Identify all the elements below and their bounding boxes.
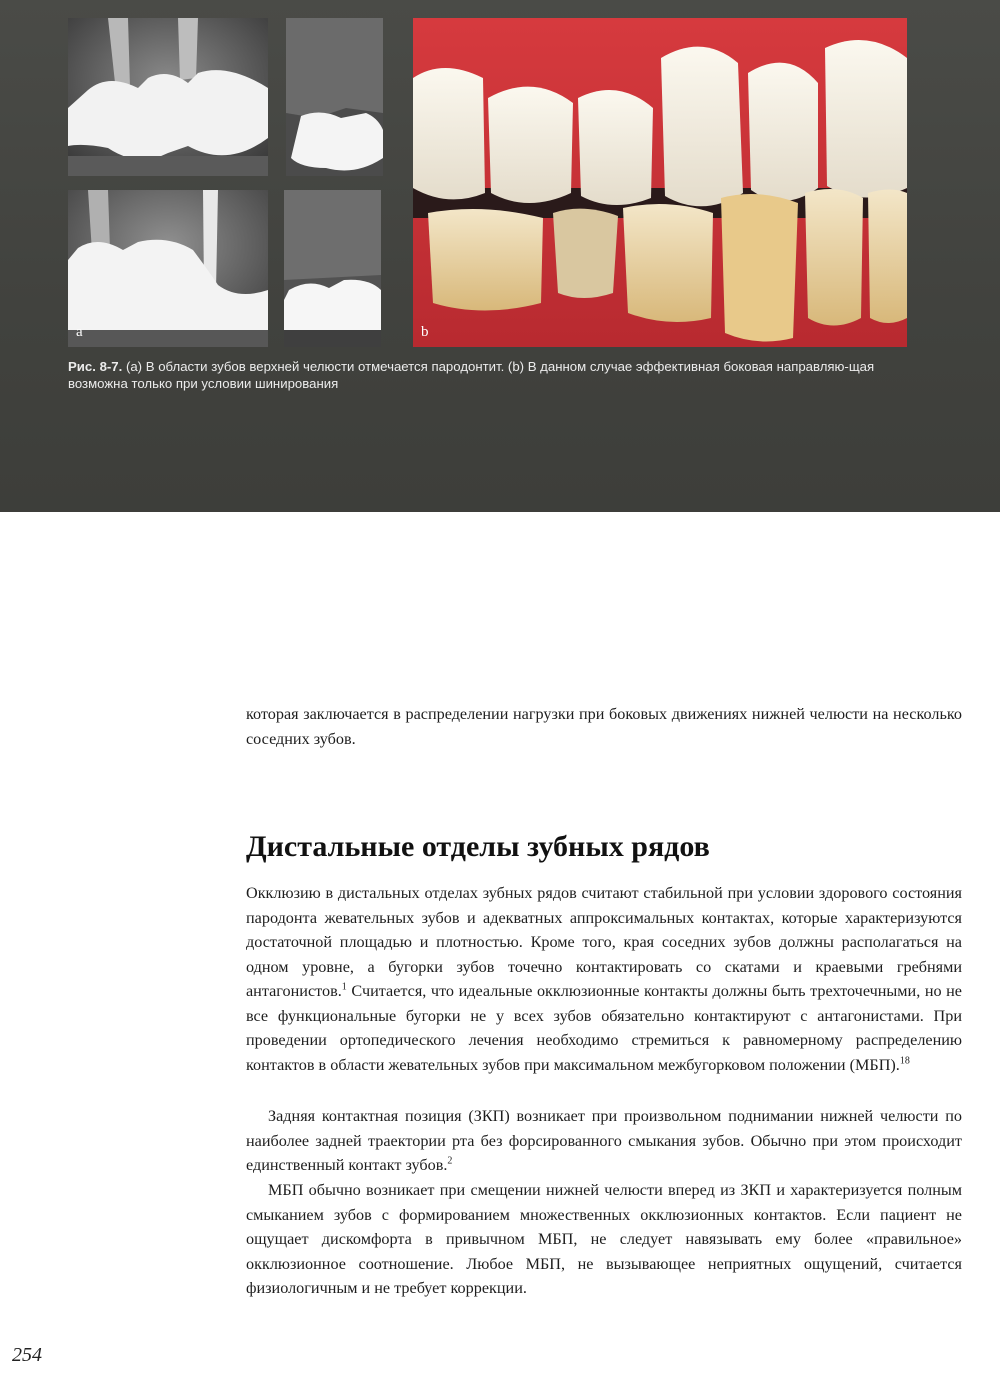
paragraph-1-part1: Окклюзию в дистальных отделах зубных рядов считают стабильной при условии здорового состояния пародонта жевательных зубов и адекватных аппроксимальных контактах, которые характеризуются достаточной площадью и плотностью. Кроме того, края соседних зубов должны располагаться на одном уровне, а бугорки зубов точечно контактировать со скатами и краевыми гребнями антагонистов.	[246, 884, 962, 1000]
paragraph-2	[246, 1104, 962, 1178]
panel-label-b: b	[421, 324, 429, 340]
paragraph-1	[246, 881, 962, 1077]
reference-2: 2	[447, 1155, 453, 1167]
intro-paragraph: которая заключается в распределении нагрузки при боковых движениях нижней челюсти на несколько соседних зубов.	[246, 705, 962, 748]
figure-label: Рис. 8-7.	[68, 359, 123, 374]
page-number: 254	[12, 1344, 42, 1366]
xray-image-1	[68, 18, 268, 176]
paragraph-3: МБП обычно возникает при смещении нижней челюсти вперед из ЗКП и характеризуется полным смыканием зубов с формированием множественных окклюзионных контактов. Если пациент не ощущает дискомфорта в привычном МБП, не следует навязывать ему более «правильное» окклюзионное соотношение. Любое МБП, не вызывающее неприятных ощущений, считается физиологичным и не требует коррекции.	[246, 1181, 962, 1297]
reference-18: 18	[899, 1055, 910, 1067]
figure-caption	[68, 358, 918, 392]
reference-1: 1	[341, 981, 347, 993]
section-heading: Дистальные отделы зубных рядов	[246, 830, 710, 863]
paragraph-1-part2: Считается, что идеальные окклюзионные контакты должны быть трехточечными, но не все функциональные бугорки не у всех зубов обязательно контактируют с антагонистами. При проведении ортопедического лечения необходимо стремиться к равномерному распределению контактов в области жевательных зубов при максимальном межбугорковом положении (МБП).	[246, 982, 962, 1074]
figure-caption-text: (a) В области зубов верхней челюсти отмечается пародонтит. (b) В данном случае эффективная боковая направляю-щая возможна только при условии шинирования	[68, 359, 875, 391]
xray-image-3	[68, 190, 268, 347]
paragraph-2-text: Задняя контактная позиция (ЗКП) возникает при произвольном поднимании нижней челюсти по наиболее задней траектории рта без форсированного смыкания зубов. Обычно при этом происходит единственный контакт зубов.	[246, 1107, 962, 1174]
panel-label-a: a	[76, 324, 83, 340]
xray-image-2	[286, 18, 383, 176]
xray-image-4	[284, 190, 381, 347]
clinical-photo	[413, 18, 907, 347]
